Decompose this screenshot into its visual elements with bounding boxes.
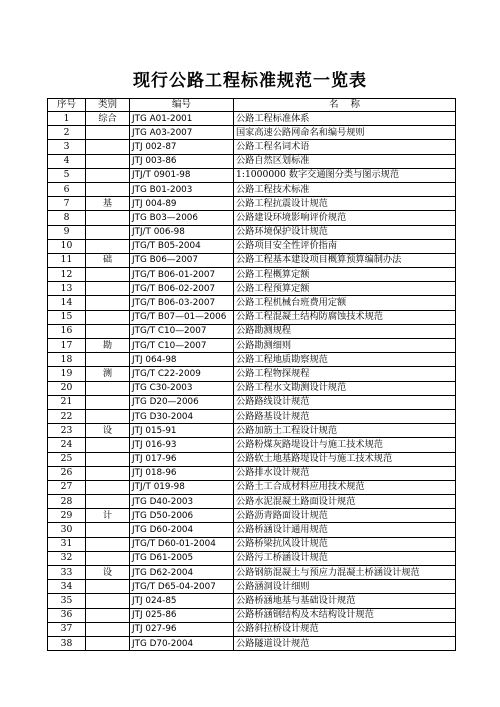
row-category: 综合 bbox=[86, 112, 130, 126]
row-category bbox=[86, 126, 130, 140]
table-row bbox=[48, 551, 456, 565]
row-code: JTJ 027-96 bbox=[130, 622, 234, 636]
table-row bbox=[48, 239, 456, 253]
row-category bbox=[86, 225, 130, 239]
table-row bbox=[48, 608, 456, 622]
table-row bbox=[48, 154, 456, 168]
row-category bbox=[86, 239, 130, 253]
row-seq: 18 bbox=[48, 353, 86, 367]
table-row bbox=[48, 636, 456, 650]
row-code: JTJ/T 0901-98 bbox=[130, 168, 234, 182]
row-category: 计 bbox=[86, 509, 130, 523]
table-row bbox=[48, 310, 456, 324]
table-row bbox=[48, 197, 456, 211]
row-name: 公路桥梁抗风设计规范 bbox=[234, 537, 456, 551]
row-name: 公路涵洞设计细则 bbox=[234, 580, 456, 594]
row-seq: 20 bbox=[48, 381, 86, 395]
row-seq: 35 bbox=[48, 594, 86, 608]
row-category bbox=[86, 296, 130, 310]
row-name: 公路工程混凝土结构防腐蚀技术规范 bbox=[234, 310, 456, 324]
header-code: 编号 bbox=[130, 99, 234, 112]
row-code: JTG B01-2003 bbox=[130, 182, 234, 196]
row-code-text: JTG/T B07—01—2006 bbox=[132, 311, 227, 322]
row-code: JTG D30-2004 bbox=[130, 409, 234, 423]
row-code: JTG/T D60-01-2004 bbox=[130, 537, 234, 551]
row-seq: 4 bbox=[48, 154, 86, 168]
row-seq: 26 bbox=[48, 466, 86, 480]
row-code: JTG A01-2001 bbox=[130, 112, 234, 126]
row-category bbox=[86, 622, 130, 636]
page-title: 现行公路工程标准规范一览表 bbox=[133, 71, 367, 91]
table-row bbox=[48, 339, 456, 353]
row-code: JTG/T B06-02-2007 bbox=[130, 282, 234, 296]
row-name: 公路建设环境影响评价规范 bbox=[234, 211, 456, 225]
row-name: 公路环境保护设计规范 bbox=[234, 225, 456, 239]
row-name: 公路工程机械台班费用定额 bbox=[234, 296, 456, 310]
header-name: 名 称 bbox=[234, 99, 456, 112]
row-category: 勘 bbox=[86, 339, 130, 353]
row-category bbox=[86, 523, 130, 537]
row-name: 公路桥涵地基与基础设计规范 bbox=[234, 594, 456, 608]
row-seq: 15 bbox=[48, 310, 86, 324]
standards-table bbox=[47, 98, 456, 651]
row-seq: 19 bbox=[48, 367, 86, 381]
row-code: JTJ 018-96 bbox=[130, 466, 234, 480]
row-seq: 8 bbox=[48, 211, 86, 225]
row-name: 公路工程地质勘察规范 bbox=[234, 353, 456, 367]
row-code: JTJ 003-86 bbox=[130, 154, 234, 168]
row-category: 础 bbox=[86, 253, 130, 267]
row-name: 公路工程预算定额 bbox=[234, 282, 456, 296]
row-seq: 14 bbox=[48, 296, 86, 310]
row-seq: 38 bbox=[48, 636, 86, 650]
row-category bbox=[86, 353, 130, 367]
row-seq: 3 bbox=[48, 140, 86, 154]
row-name: 公路工程物探规程 bbox=[234, 367, 456, 381]
row-seq: 17 bbox=[48, 339, 86, 353]
row-name: 公路勘测细则 bbox=[234, 339, 456, 353]
row-seq: 34 bbox=[48, 580, 86, 594]
row-category bbox=[86, 594, 130, 608]
row-seq: 25 bbox=[48, 452, 86, 466]
row-seq: 13 bbox=[48, 282, 86, 296]
row-name: 国家高速公路网命名和编号规则 bbox=[234, 126, 456, 140]
table-row bbox=[48, 282, 456, 296]
row-seq: 5 bbox=[48, 168, 86, 182]
row-code: JTG/T B05-2004 bbox=[130, 239, 234, 253]
row-category bbox=[86, 324, 130, 338]
row-name: 公路钢筋混凝土与预应力混凝土桥涵设计规范 bbox=[234, 566, 456, 580]
table-row bbox=[48, 438, 456, 452]
row-name: 公路工程概算定额 bbox=[234, 268, 456, 282]
row-seq: 27 bbox=[48, 480, 86, 494]
row-code: JTJ 004-89 bbox=[130, 197, 234, 211]
row-category bbox=[86, 636, 130, 650]
row-code: JTG D61-2005 bbox=[130, 551, 234, 565]
row-code: JTG C30-2003 bbox=[130, 381, 234, 395]
row-code: JTJ 025-86 bbox=[130, 608, 234, 622]
row-code: JTG/T C10—2007 bbox=[130, 339, 234, 353]
row-code: JTJ 024-85 bbox=[130, 594, 234, 608]
row-category bbox=[86, 268, 130, 282]
row-name: 公路沥青路面设计规范 bbox=[234, 509, 456, 523]
row-seq: 31 bbox=[48, 537, 86, 551]
row-category bbox=[86, 182, 130, 196]
row-category bbox=[86, 495, 130, 509]
table-row bbox=[48, 353, 456, 367]
row-code: JTG/T B06-03-2007 bbox=[130, 296, 234, 310]
table-row bbox=[48, 182, 456, 196]
row-name: 公路工程抗震设计规范 bbox=[234, 197, 456, 211]
row-name: 公路排水设计规范 bbox=[234, 466, 456, 480]
table-row bbox=[48, 381, 456, 395]
row-category bbox=[86, 168, 130, 182]
row-seq: 30 bbox=[48, 523, 86, 537]
table-row bbox=[48, 523, 456, 537]
table-row bbox=[48, 452, 456, 466]
row-code: JTG D50-2006 bbox=[130, 509, 234, 523]
table-row bbox=[48, 211, 456, 225]
row-name: 公路加筋土工程设计规范 bbox=[234, 424, 456, 438]
table-row bbox=[48, 324, 456, 338]
table-row bbox=[48, 367, 456, 381]
row-seq: 22 bbox=[48, 409, 86, 423]
row-name: 公路勘测规程 bbox=[234, 324, 456, 338]
row-code bbox=[130, 310, 234, 324]
row-name: 公路路基设计规范 bbox=[234, 409, 456, 423]
table-header-row bbox=[48, 99, 456, 112]
table-row bbox=[48, 424, 456, 438]
row-seq: 1 bbox=[48, 112, 86, 126]
row-seq: 36 bbox=[48, 608, 86, 622]
row-seq: 37 bbox=[48, 622, 86, 636]
row-seq: 12 bbox=[48, 268, 86, 282]
table-row bbox=[48, 409, 456, 423]
table-row bbox=[48, 168, 456, 182]
row-category bbox=[86, 466, 130, 480]
row-code: JTJ 064-98 bbox=[130, 353, 234, 367]
row-seq: 9 bbox=[48, 225, 86, 239]
row-seq: 16 bbox=[48, 324, 86, 338]
row-name: 公路桥涵钢结构及木结构设计规范 bbox=[234, 608, 456, 622]
table-row bbox=[48, 537, 456, 551]
row-seq: 23 bbox=[48, 424, 86, 438]
row-category bbox=[86, 608, 130, 622]
row-seq: 28 bbox=[48, 495, 86, 509]
row-category bbox=[86, 480, 130, 494]
row-code: JTJ 002-87 bbox=[130, 140, 234, 154]
row-name: 公路水泥混凝土路面设计规范 bbox=[234, 495, 456, 509]
row-category bbox=[86, 140, 130, 154]
row-code: JTG/T B06-01-2007 bbox=[130, 268, 234, 282]
row-category: 设 bbox=[86, 566, 130, 580]
row-name: 公路工程基本建设项目概算预算编制办法 bbox=[234, 253, 456, 267]
row-category bbox=[86, 381, 130, 395]
row-seq: 2 bbox=[48, 126, 86, 140]
table-row bbox=[48, 480, 456, 494]
header-seq: 序号 bbox=[48, 99, 86, 112]
row-category bbox=[86, 409, 130, 423]
row-name: 公路软土地基路堤设计与施工技术规范 bbox=[234, 452, 456, 466]
row-seq: 6 bbox=[48, 182, 86, 196]
row-category bbox=[86, 154, 130, 168]
row-code: JTG/T C10—2007 bbox=[130, 324, 234, 338]
table-row bbox=[48, 296, 456, 310]
row-name: 公路污工桥涵设计规范 bbox=[234, 551, 456, 565]
row-category bbox=[86, 537, 130, 551]
row-category bbox=[86, 395, 130, 409]
row-code: JTJ 016-93 bbox=[130, 438, 234, 452]
table-row bbox=[48, 495, 456, 509]
table-row bbox=[48, 395, 456, 409]
table-row bbox=[48, 126, 456, 140]
row-name: 公路工程水文勘测设计规范 bbox=[234, 381, 456, 395]
row-name: 公路斜拉桥设计规范 bbox=[234, 622, 456, 636]
table-row bbox=[48, 594, 456, 608]
row-name: 公路项目安全性评价指南 bbox=[234, 239, 456, 253]
row-seq: 29 bbox=[48, 509, 86, 523]
row-code: JTG B06—2007 bbox=[130, 253, 234, 267]
row-code: JTG/T C22-2009 bbox=[130, 367, 234, 381]
row-code: JTJ/T 019-98 bbox=[130, 480, 234, 494]
table-row bbox=[48, 140, 456, 154]
row-name: 公路工程名词术语 bbox=[234, 140, 456, 154]
row-category bbox=[86, 452, 130, 466]
table-row bbox=[48, 566, 456, 580]
row-code: JTG D20—2006 bbox=[130, 395, 234, 409]
row-name: 公路桥涵设计通用规范 bbox=[234, 523, 456, 537]
row-seq: 32 bbox=[48, 551, 86, 565]
table-row bbox=[48, 268, 456, 282]
row-name: 公路工程标准体系 bbox=[234, 112, 456, 126]
row-category bbox=[86, 551, 130, 565]
row-seq: 11 bbox=[48, 253, 86, 267]
row-name: 公路土工合成材料应用技术规范 bbox=[234, 480, 456, 494]
row-code: JTG B03—2006 bbox=[130, 211, 234, 225]
row-code: JTJ 017-96 bbox=[130, 452, 234, 466]
row-name: 1:1000000 数字交通图分类与图示规范 bbox=[234, 168, 456, 182]
row-name: 公路自然区划标准 bbox=[234, 154, 456, 168]
row-code: JTG D60-2004 bbox=[130, 523, 234, 537]
row-seq: 21 bbox=[48, 395, 86, 409]
row-seq: 10 bbox=[48, 239, 86, 253]
row-seq: 24 bbox=[48, 438, 86, 452]
row-code: JTJ/T 006-98 bbox=[130, 225, 234, 239]
row-seq: 33 bbox=[48, 566, 86, 580]
header-category: 类别 bbox=[86, 99, 130, 112]
table-row bbox=[48, 466, 456, 480]
row-name: 公路隧道设计规范 bbox=[234, 636, 456, 650]
row-code: JTG/T D65-04-2007 bbox=[130, 580, 234, 594]
table-row bbox=[48, 225, 456, 239]
row-seq: 7 bbox=[48, 197, 86, 211]
table-row bbox=[48, 509, 456, 523]
row-category bbox=[86, 310, 130, 324]
row-category: 测 bbox=[86, 367, 130, 381]
row-category bbox=[86, 282, 130, 296]
row-code: JTG A03-2007 bbox=[130, 126, 234, 140]
table-body bbox=[48, 112, 456, 651]
row-code: JTG D62-2004 bbox=[130, 566, 234, 580]
row-category bbox=[86, 580, 130, 594]
row-name: 公路粉煤灰路堤设计与施工技术规范 bbox=[234, 438, 456, 452]
row-code: JTG D40-2003 bbox=[130, 495, 234, 509]
row-category: 基 bbox=[86, 197, 130, 211]
table-row bbox=[48, 253, 456, 267]
row-category bbox=[86, 211, 130, 225]
table-row bbox=[48, 112, 456, 126]
table-row bbox=[48, 580, 456, 594]
row-name: 公路路线设计规范 bbox=[234, 395, 456, 409]
row-category: 设 bbox=[86, 424, 130, 438]
row-category bbox=[86, 438, 130, 452]
row-code: JTG D70-2004 bbox=[130, 636, 234, 650]
row-code: JTJ 015-91 bbox=[130, 424, 234, 438]
table-row bbox=[48, 622, 456, 636]
row-name: 公路工程技术标准 bbox=[234, 182, 456, 196]
